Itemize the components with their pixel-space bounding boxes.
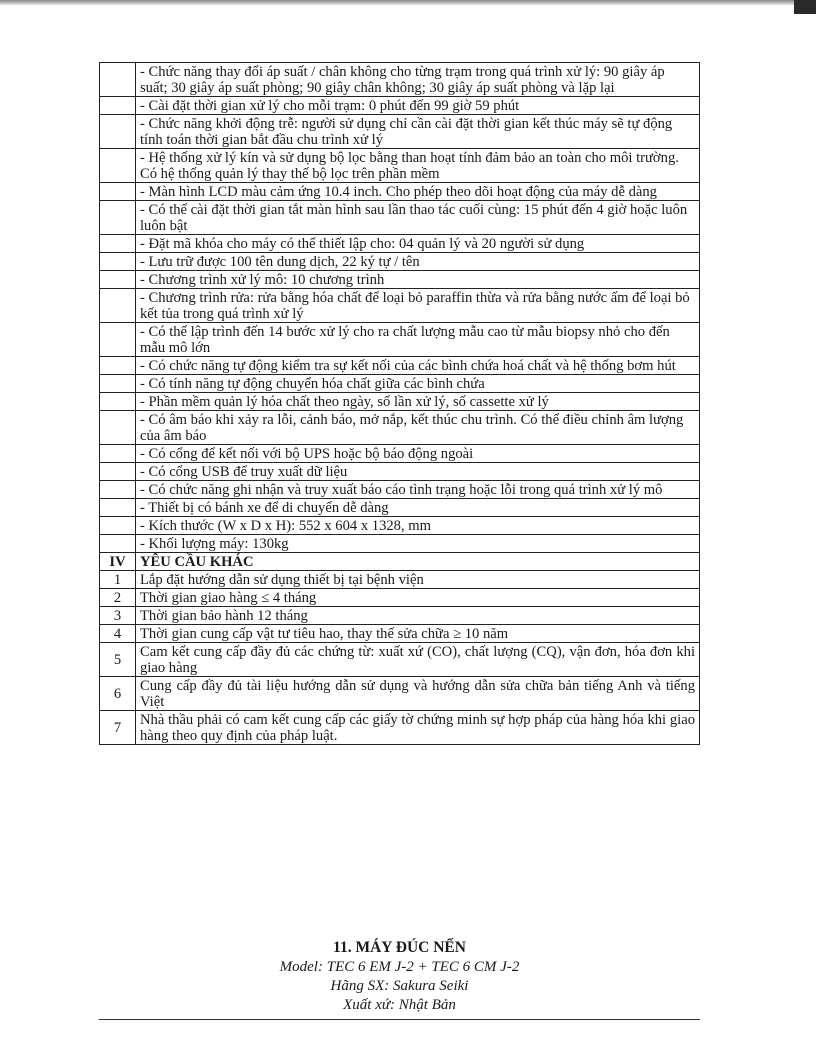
spec-item: - Chức năng thay đổi áp suất / chân không cho từng trạm trong quá trình xử lý: 90 giây áp suất; 30 giây áp suất phòng; 90 giây chân không; 30 giây áp suất phòng và lặp lại — [136, 63, 700, 97]
row-number: 6 — [100, 677, 136, 711]
requirement-text: Thời gian cung cấp vật tư tiêu hao, thay thế sửa chữa ≥ 10 năm — [136, 625, 700, 643]
table-row — [100, 115, 700, 149]
spec-table — [99, 62, 700, 745]
table-row — [100, 589, 700, 607]
device-manufacturer: Hãng SX: Sakura Seiki — [330, 978, 469, 994]
table-row — [100, 375, 700, 393]
section-title: YÊU CẦU KHÁC — [136, 553, 700, 571]
row-number: 1 — [100, 571, 136, 589]
requirement-text: Thời gian bảo hành 12 tháng — [136, 607, 700, 625]
table-row — [100, 63, 700, 97]
device-model: Model: TEC 6 EM J-2 + TEC 6 CM J-2 — [279, 959, 520, 975]
row-number: 3 — [100, 607, 136, 625]
spec-item: - Thiết bị có bánh xe để di chuyển dễ dàng — [136, 499, 700, 517]
row-number: 5 — [100, 643, 136, 677]
device-title: 11. MÁY ĐÚC NẾN — [333, 939, 466, 956]
spec-item: - Có âm báo khi xảy ra lỗi, cảnh báo, mở nắp, kết thúc chu trình. Có thể điều chỉnh âm lượng của âm báo — [136, 411, 700, 445]
table-row — [100, 289, 700, 323]
scan-corner-mark — [794, 0, 816, 14]
spec-item: - Có cổng USB để truy xuất dữ liệu — [136, 463, 700, 481]
table-row — [100, 517, 700, 535]
spec-item: - Có chức năng tự động kiểm tra sự kết nối của các bình chứa hoá chất và hệ thống bơm hút — [136, 357, 700, 375]
requirement-text: Cung cấp đầy đủ tài liệu hướng dẫn sử dụng và hướng dẫn sửa chữa bản tiếng Anh và tiếng Việt — [136, 677, 700, 711]
section-number: IV — [100, 553, 136, 571]
spec-item: - Có chức năng ghi nhận và truy xuất báo cáo tình trạng hoặc lỗi trong quá trình xử lý mô — [136, 481, 700, 499]
table-row — [100, 677, 700, 711]
spec-item: - Chương trình rửa: rửa bằng hóa chất để loại bỏ paraffin thừa và rửa bằng nước ấm để loại bỏ kết tủa trong quá trình xử lý — [136, 289, 700, 323]
table-row — [100, 535, 700, 553]
spec-item: - Phần mềm quản lý hóa chất theo ngày, số lần xử lý, số cassette xử lý — [136, 393, 700, 411]
requirement-text: Lắp đặt hướng dẫn sử dụng thiết bị tại bệnh viện — [136, 571, 700, 589]
table-row — [100, 271, 700, 289]
spec-item: - Cài đặt thời gian xử lý cho mỗi trạm: 0 phút đến 99 giờ 59 phút — [136, 97, 700, 115]
table-row — [100, 481, 700, 499]
table-row — [100, 253, 700, 271]
spec-item: - Kích thước (W x D x H): 552 x 604 x 1328, mm — [136, 517, 700, 535]
spec-item: - Đặt mã khóa cho máy có thể thiết lập cho: 04 quản lý và 20 người sử dụng — [136, 235, 700, 253]
spec-item: - Hệ thống xử lý kín và sử dụng bộ lọc bằng than hoạt tính đảm bảo an toàn cho môi trường. Có hệ thống quản lý thay thế bộ lọc trên phần mềm — [136, 149, 700, 183]
spec-item: - Có tính năng tự động chuyển hóa chất giữa các bình chứa — [136, 375, 700, 393]
row-number: 4 — [100, 625, 136, 643]
requirement-text: Cam kết cung cấp đầy đủ các chứng từ: xuất xứ (CO), chất lượng (CQ), vận đơn, hóa đơn khi giao hàng — [136, 643, 700, 677]
table-row — [100, 235, 700, 253]
table-row — [100, 183, 700, 201]
spec-item: - Có thể lập trình đến 14 bước xử lý cho ra chất lượng mẫu cao từ mẫu biopsy nhỏ cho đến mẫu mô lớn — [136, 323, 700, 357]
spec-item: - Màn hình LCD màu cảm ứng 10.4 inch. Cho phép theo dõi hoạt động của máy dễ dàng — [136, 183, 700, 201]
table-row — [100, 201, 700, 235]
table-row — [100, 711, 700, 745]
spec-item: - Lưu trữ được 100 tên dung dịch, 22 ký tự / tên — [136, 253, 700, 271]
section-header-row — [100, 553, 700, 571]
table-row — [100, 643, 700, 677]
table-row — [100, 323, 700, 357]
row-number: 7 — [100, 711, 136, 745]
table-row — [100, 357, 700, 375]
footer-divider — [99, 1019, 700, 1020]
spec-item: - Chương trình xử lý mô: 10 chương trình — [136, 271, 700, 289]
table-row — [100, 463, 700, 481]
table-row — [100, 499, 700, 517]
device-origin: Xuất xứ: Nhật Bản — [343, 997, 456, 1013]
scan-top-edge — [0, 0, 816, 5]
table-row — [100, 97, 700, 115]
table-row — [100, 445, 700, 463]
spec-item: - Chức năng khởi động trễ: người sử dụng chỉ cần cài đặt thời gian kết thúc máy sẽ tự động tính toán thời gian bắt đầu chu trình xử lý — [136, 115, 700, 149]
spec-item: - Khối lượng máy: 130kg — [136, 535, 700, 553]
spec-item: - Có cổng để kết nối với bộ UPS hoặc bộ báo động ngoài — [136, 445, 700, 463]
table-row — [100, 571, 700, 589]
device-heading-block — [99, 938, 700, 1015]
requirement-text: Nhà thầu phải có cam kết cung cấp các giấy tờ chứng minh sự hợp pháp của hàng hóa khi giao hàng theo quy định của pháp luật. — [136, 711, 700, 745]
spec-item: - Có thể cài đặt thời gian tắt màn hình sau lần thao tác cuối cùng: 15 phút đến 4 giờ hoặc luôn luôn bật — [136, 201, 700, 235]
table-row — [100, 607, 700, 625]
row-number: 2 — [100, 589, 136, 607]
requirement-text: Thời gian giao hàng ≤ 4 tháng — [136, 589, 700, 607]
table-row — [100, 411, 700, 445]
table-row — [100, 393, 700, 411]
table-row — [100, 625, 700, 643]
table-row — [100, 149, 700, 183]
